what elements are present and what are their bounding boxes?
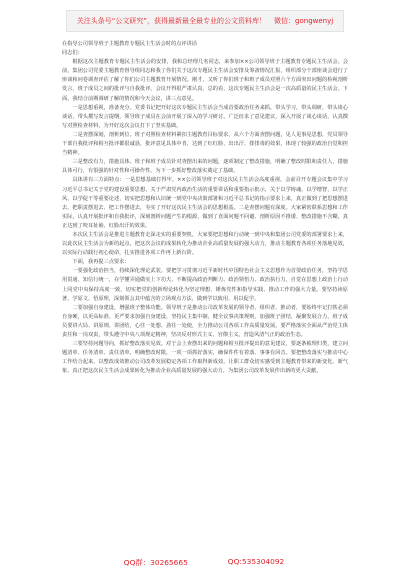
paragraph: 三要坚持问题导向，抓好整改落实见效。对于会上查摆出来的问题和相互批评提出的意见建议，要逐条梳理归类，建立问题清单、任务清单、责任清单，明确整改时限，一项一项抓好落实，确保件件有着落、事事有回音。要把整改落实与推动中心工作结合起来，以整改成效推动公司改革发展稳定各项工作取得新成效，让职工群众切实感受到主题教育带来的新变化、新气象。真正把这次民主生活会成果转化为推动企业高质量发展的强大动力，为集团公司改革发展作出新的更大贡献。 <box>62 341 348 375</box>
paragraph: 具体讲有三方面特点：一是思想基础打得牢。××公司领导班子对这次民主生活会高度重视，会前召开专题会议集中学习习近平总书记关于党的建设重要思想，关于严肃党内政治生活的重要讲话和重要指示批示，关于以学铸魂、以学增智、以学正风、以学促干等重要论述，切实把思想和认识统一到党中央决策部署和习近平总书记的指示要求上来，真正做到了把思想摆进去、把职责摆进去、把工作摆进去，夯实了开好这次民主生活会的思想根基。二是查摆问题有深度。大家紧密联系思想和工作实际，认真开展批评和自我批评，深刻剖析问题产生的根源，做到了直面问题不回避、剖析原因不推诿、整改措施不含糊，真正达到了咬耳扯袖、红脸出汗的效果。 <box>62 177 348 229</box>
banner-text: 关注头条号“公文研究”，获得最新最全最专业的公文资料库！ <box>76 17 267 25</box>
footer-qq: QQ:535304092 <box>227 557 285 566</box>
paragraph: 本次民主生活会是推进主题教育走深走实的重要契机，大家要把思想和行动统一到中央和集团公司党委的部署要求上来，以此次民主生活会为新的起点，把这次会议的成果转化为推动企业高质量发展的强大动力，推动主题教育各项任务落地见效，以实际行动践行初心使命，扎实推进各项工作再上新台阶。 <box>62 231 348 257</box>
paragraph: 一是思想重视，准备充分。党委书记把开好这次专题民主生活会当成首要政治任务来抓，带头学习，带头调研，带头谈心谈话，带头撰写发言提纲，领导班子成员在会前开展了深入的学习研讨，广泛征求了意见建议，深入开展了谈心谈话，认真撰写对照检查材料，为开好这次会议打下了坚实基础。 <box>62 104 348 129</box>
document-page <box>62 40 348 548</box>
document-salutation: 同志们： <box>62 50 83 57</box>
promo-banner <box>66 10 344 32</box>
footer-qq-group: QQ群：30265665 <box>123 558 188 567</box>
paragraph: 下面，我再提三点要求： <box>72 259 130 266</box>
paragraph: 根据这次主题教育专题民主生活会的安排，我和总经理几名同志，来参加××公司领导班子主题教育专题民主生活会。会前，集团公司党委主题教育督导组同志和我了你们关于这次专题民主生活会安排及筹备情况汇报，组织部分干部座谈会进行了座谈和问卷调查评估了解了你们公司主题教育开展情况。刚才，又听了你们班子和班子成员对照六个方面突出问题的检视剖析发言，班子成员之间的批评与自我批评。会议开得很严肃认真，总的看，这次专题民主生活会是一次高质量的民主生活会。下面，我结合前期调研了解的情况和今天会议，讲三点意见。 <box>62 59 348 102</box>
paragraph: 二要加强自身建设，增强班子整体功能。领导班子是推动公司改革发展的领导者、组织者、推动者，要始终牢记打铁必须自身硬，以更高标准、更严要求加强自身建设，坚持民主集中制，健全议事决策规则，加强班子团结，凝聚发展合力，班子成员要讲大局、讲原则、讲团结，心往一处想、劲往一处使，全力推动公司各项工作高质量发展。要严格落实全面从严治党主体责任和一岗双责，带头遵守中央八项规定精神，坚决反对形式主义、官僚主义，营造风清气正的政治生态。 <box>62 304 348 338</box>
paragraph: 二是查摆深刻，剖析到位。班子对照检查材料紧扣主题教育目标要求，从六个方面查摆问题，见人见事见思想，党员领导干部自我批评和相互批评都很诚恳，批评意见具体中肯，达到了红红脸、出出汗、排排毒的效果，体现了较强的政治自觉和担当精神。 <box>62 131 348 157</box>
banner-wechat: 微信：gongwenyj <box>274 17 334 25</box>
contact-footer <box>0 557 408 568</box>
document-title: 在指导公司领导班子主题教育专题民主生活会时的点评讲话 <box>62 41 197 47</box>
paragraph: 三是整改有力，措施具体。班子和班子成员针对查摆出来的问题，逐项制定了整改措施，明确了整改时限和责任人，措施具体可行，有很强的针对性和可操作性，为下一步抓好整改落实奠定了基础。 <box>62 159 348 175</box>
paragraph: 一要强化政治担当，持续深化理论武装。要把学习贯彻习近平新时代中国特色社会主义思想作为首要政治任务，坚持学思用贯通、知信行统一，在学懂弄通做实上下功夫，不断提高政治判断力、政治领悟力、政治执行力，自觉在思想上政治上行动上同党中央保持高度一致，切实把党的创新理论转化为坚定理想、锤炼党性和指导实践、推动工作的强大力量。要坚持读原著、学原文、悟原理，深刻领会其中蕴含的立场观点方法，做到学以致用、用以促学。 <box>62 268 348 302</box>
